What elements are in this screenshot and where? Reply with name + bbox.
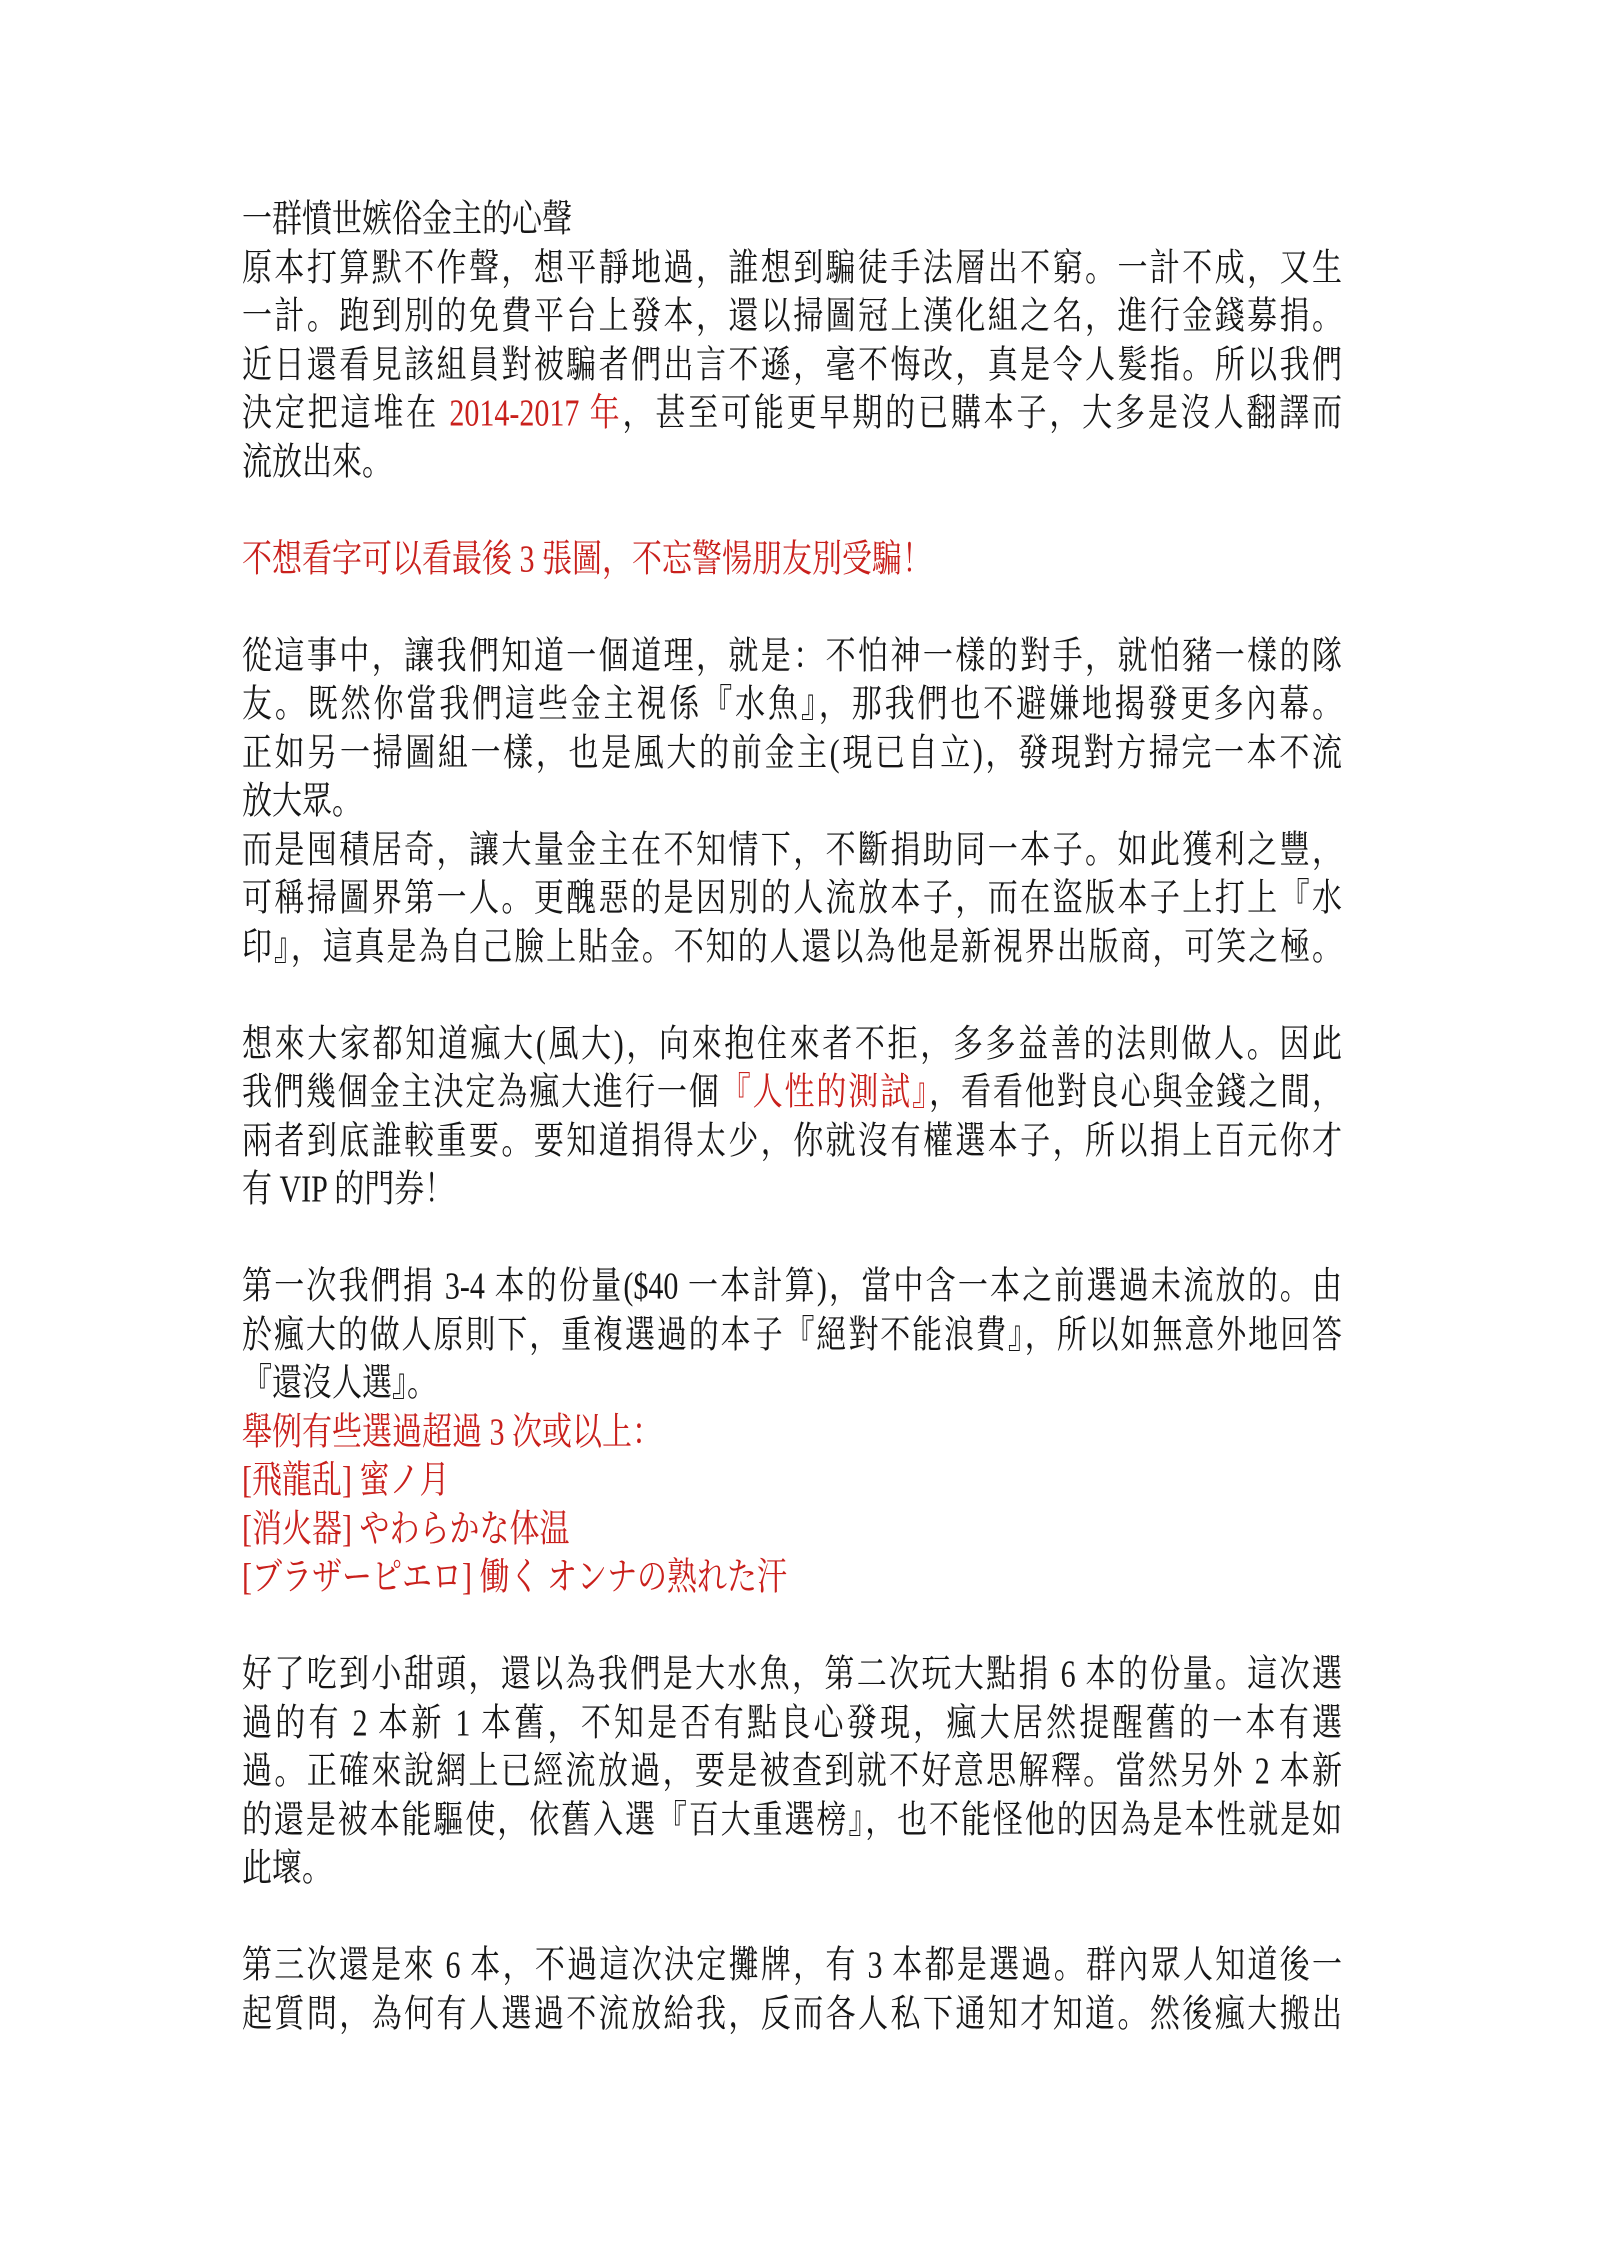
- highlight-years-segment: 2014-2017 年: [449, 392, 623, 435]
- text-line: 的還是被本能驅使，依舊入選『百大重選榜』，也不能怪他的因為是本性就是如: [242, 1798, 1342, 1841]
- document-title: 一群憤世嫉俗金主的心聲: [242, 198, 572, 241]
- document-body: [242, 196, 1342, 2039]
- red-list-item: [飛龍乱] 蜜ノ月: [242, 1459, 450, 1502]
- text-line: 想來大家都知道瘋大(風大)，向來抱住來者不拒，多多益善的法則做人。因此: [242, 1022, 1342, 1065]
- text-line: 有 VIP 的門券！: [242, 1168, 455, 1211]
- text-line: 於瘋大的做人原則下，重複選過的本子『絕對不能浪費』，所以如無意外地回答: [242, 1313, 1342, 1356]
- text-line: 『還沒人選』。: [242, 1362, 437, 1405]
- text-line: 流放出來。: [242, 440, 392, 483]
- text-line: 好了吃到小甜頭，還以為我們是大水魚，第二次玩大點捐 6 本的份量。這次選: [242, 1653, 1342, 1696]
- text-line: 友。既然你當我們這些金主視係『水魚』，那我們也不避嫌地揭發更多內幕。: [242, 683, 1342, 726]
- text-line: 第一次我們捐 3-4 本的份量($40 一本計算)，當中含一本之前選過未流放的。由: [242, 1265, 1342, 1308]
- text-line: 過。正確來說網上已經流放過，要是被查到就不好意思解釋。當然另外 2 本新: [242, 1750, 1342, 1793]
- text-line: 正如另一掃圖組一樣，也是風大的前金主(現已自立)，發現對方掃完一本不流: [242, 731, 1342, 774]
- red-list-item: [ブラザーピエロ] 働く オンナの熟れた汗: [242, 1556, 787, 1599]
- text-line: 第三次還是來 6 本，不過這次決定攤牌，有 3 本都是選過。群內眾人知道後一: [242, 1944, 1342, 1987]
- red-list-item: [消火器] やわらかな体温: [242, 1507, 570, 1550]
- text-line: 而是囤積居奇，讓大量金主在不知情下，不斷捐助同一本子。如此獲利之豐，: [242, 828, 1342, 871]
- text-line: 放大眾。: [242, 780, 362, 823]
- warning-line: 不想看字可以看最後 3 張圖，不忘警愓朋友別受騙！: [242, 537, 932, 580]
- text-line: 兩者到底誰較重要。要知道捐得太少，你就沒有權選本子，所以捐上百元你才: [242, 1119, 1342, 1162]
- text-line: 此壞。: [242, 1847, 332, 1890]
- text-line: 可稱掃圖界第一人。更醜惡的是因別的人流放本子，而在盜版本子上打上『水: [242, 877, 1342, 920]
- text-line: 原本打算默不作聲，想平靜地過，誰想到騙徒手法層出不窮。一計不成，又生: [242, 246, 1342, 289]
- red-list-intro: 舉例有些選過超過 3 次或以上：: [242, 1410, 662, 1453]
- text-segment: 我們幾個金主決定為瘋大進行一個: [242, 1071, 721, 1114]
- text-line: 起質問，為何有人選過不流放給我，反而各人私下通知才知道。然後瘋大搬出: [242, 1992, 1342, 2035]
- text-segment: ，看看他對良心與金錢之間，: [929, 1071, 1342, 1114]
- text-line: 印』，這真是為自己臉上貼金。不知的人還以為他是新視界出版商，可笑之極。: [242, 925, 1342, 968]
- highlight-test-segment: 『人性的測試』: [720, 1071, 930, 1114]
- text-line: 近日還看見該組員對被騙者們出言不遜，毫不悔改，真是令人髮指。所以我們: [242, 343, 1342, 386]
- text-line: 從這事中，讓我們知道一個道理，就是：不怕神一樣的對手，就怕豬一樣的隊: [242, 634, 1342, 677]
- text-segment: 決定把這堆在: [242, 392, 450, 435]
- text-line: 過的有 2 本新 1 本舊，不知是否有點良心發現，瘋大居然提醒舊的一本有選: [242, 1701, 1342, 1744]
- text-segment: ，甚至可能更早期的已購本子，大多是沒人翻譯而: [622, 392, 1342, 435]
- text-line: 一計。跑到別的免費平台上發本，還以掃圖冠上漢化組之名，進行金錢募捐。: [242, 295, 1342, 338]
